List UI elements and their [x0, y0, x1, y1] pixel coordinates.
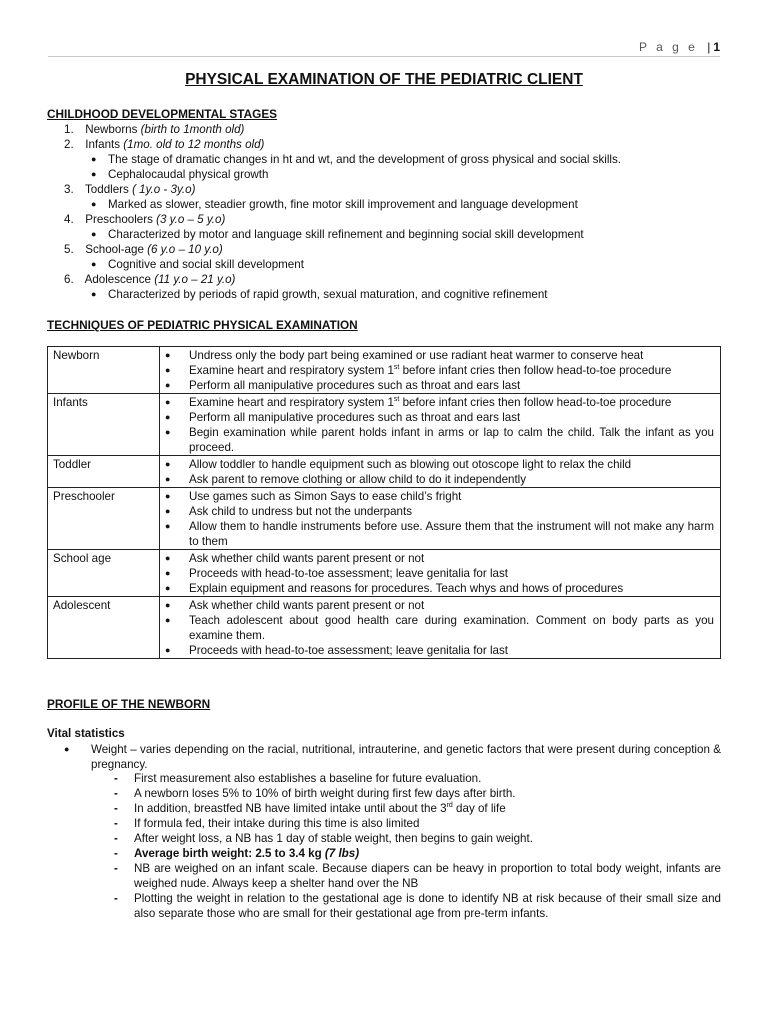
- stage-item: 2. Infants (1mo. old to 12 months old): [64, 138, 265, 151]
- stage-note: ● Cognitive and social skill development: [91, 258, 304, 271]
- technique-item: ● Ask child to undress but not the underpants: [165, 505, 412, 518]
- stage-item: 4. Preschoolers (3 y.o – 5 y.o): [64, 213, 226, 226]
- weight-details: [114, 771, 721, 921]
- technique-item: ● Ask whether child wants parent present or not: [165, 552, 425, 565]
- stage-note: ● The stage of dramatic changes in ht and wt, and the development of gross physical and social skills.: [91, 153, 621, 166]
- weight-item: ● Weight – varies depending on the racial, nutritional, intrauterine, and genetic factors that were present during conception & pregnancy.: [64, 743, 721, 771]
- table-row: [48, 456, 721, 488]
- stage-cell: Newborn: [48, 347, 160, 394]
- stage-cell: Toddler: [48, 456, 160, 488]
- stage-cell: Preschooler: [48, 488, 160, 550]
- technique-item: ● Begin examination while parent holds infant in arms or lap to calm the child. Talk the infant as you proceed.: [165, 426, 714, 454]
- stage-item: 6. Adolescence (11 y.o – 21 y.o): [64, 273, 236, 286]
- techniques-cell: [160, 550, 721, 597]
- techniques-cell: [160, 394, 721, 456]
- technique-item: ● Allow them to handle instruments before use. Assure them that the instrument will not make any harm to them: [165, 520, 714, 548]
- document-title: PHYSICAL EXAMINATION OF THE PEDIATRIC CLIENT: [185, 71, 583, 88]
- stage-item: 1. Newborns (birth to 1month old): [64, 123, 245, 136]
- stage-note: ● Marked as slower, steadier growth, fine motor skill improvement and language development: [91, 198, 578, 211]
- technique-item: ● Explain equipment and reasons for procedures. Teach whys and hows of procedures: [165, 582, 624, 595]
- weight-detail: - NB are weighed on an infant scale. Because diapers can be heavy in proportion to total body weight, infants are weighed nude. Always keep a shelter hand over the NB: [114, 862, 721, 890]
- technique-item: ● Undress only the body part being examined or use radiant heat warmer to conserve heat: [165, 349, 644, 362]
- stage-item: 3. Toddlers ( 1y.o - 3y.o): [64, 183, 196, 196]
- table-row: [48, 488, 721, 550]
- technique-item: ● Perform all manipulative procedures such as throat and ears last: [165, 379, 521, 392]
- stage-item: 5. School-age (6 y.o – 10 y.o): [64, 243, 223, 256]
- technique-item: ● Allow toddler to handle equipment such as blowing out otoscope light to relax the child: [165, 458, 632, 471]
- technique-item: ● Perform all manipulative procedures such as throat and ears last: [165, 411, 521, 424]
- weight-detail: - If formula fed, their intake during this time is also limited: [114, 817, 420, 830]
- technique-item: ● Examine heart and respiratory system 1st before infant cries then follow head-to-toe procedure: [165, 396, 672, 409]
- stage-cell: Adolescent: [48, 597, 160, 659]
- technique-item: ● Ask whether child wants parent present or not: [165, 599, 425, 612]
- header-rule: [48, 56, 720, 57]
- stage-note: ● Characterized by periods of rapid growth, sexual maturation, and cognitive refinement: [91, 288, 548, 301]
- technique-item: ● Use games such as Simon Says to ease child’s fright: [165, 490, 462, 503]
- table-row: [48, 550, 721, 597]
- techniques-cell: [160, 488, 721, 550]
- stage-cell: School age: [48, 550, 160, 597]
- techniques-table: [47, 346, 721, 659]
- technique-item: ● Examine heart and respiratory system 1st before infant cries then follow head-to-toe procedure: [165, 364, 672, 377]
- weight-detail: - Average birth weight: 2.5 to 3.4 kg (7 lbs): [114, 847, 360, 860]
- techniques-cell: [160, 597, 721, 659]
- vital-statistics-heading: Vital statistics: [47, 727, 125, 740]
- weight-detail: - First measurement also establishes a baseline for future evaluation.: [114, 772, 482, 785]
- page-number-value: 1: [713, 40, 720, 54]
- stage-note: ● Cephalocaudal physical growth: [91, 168, 269, 181]
- techniques-cell: [160, 347, 721, 394]
- stages-heading: CHILDHOOD DEVELOPMENTAL STAGES: [47, 107, 278, 121]
- technique-item: ● Proceeds with head-to-toe assessment; leave genitalia for last: [165, 567, 508, 580]
- technique-item: ● Teach adolescent about good health care during examination. Comment on body parts as you examine them.: [165, 614, 714, 642]
- table-row: [48, 347, 721, 394]
- table-row: [48, 597, 721, 659]
- stage-note: ● Characterized by motor and language skill refinement and beginning social skill development: [91, 228, 584, 241]
- page-separator: |: [707, 40, 711, 54]
- page-label: P a g e: [639, 40, 698, 54]
- stage-cell: Infants: [48, 394, 160, 456]
- weight-detail: - Plotting the weight in relation to the gestational age is done to identify NB at risk because of their small size and also separate those who are small for their gestational age from pre-term infants.: [114, 892, 721, 920]
- techniques-heading: TECHNIQUES OF PEDIATRIC PHYSICAL EXAMINATION: [47, 318, 358, 332]
- table-row: [48, 394, 721, 456]
- newborn-heading: PROFILE OF THE NEWBORN: [47, 697, 211, 711]
- page-number: [639, 40, 720, 55]
- weight-detail: - A newborn loses 5% to 10% of birth weight during first few days after birth.: [114, 787, 516, 800]
- weight-detail: - After weight loss, a NB has 1 day of stable weight, then begins to gain weight.: [114, 832, 533, 845]
- technique-item: ● Proceeds with head-to-toe assessment; leave genitalia for last: [165, 644, 508, 657]
- techniques-cell: [160, 456, 721, 488]
- technique-item: ● Ask parent to remove clothing or allow child to do it independently: [165, 473, 527, 486]
- stages-list: [47, 122, 727, 302]
- weight-detail: - In addition, breastfed NB have limited intake until about the 3rd day of life: [114, 802, 506, 815]
